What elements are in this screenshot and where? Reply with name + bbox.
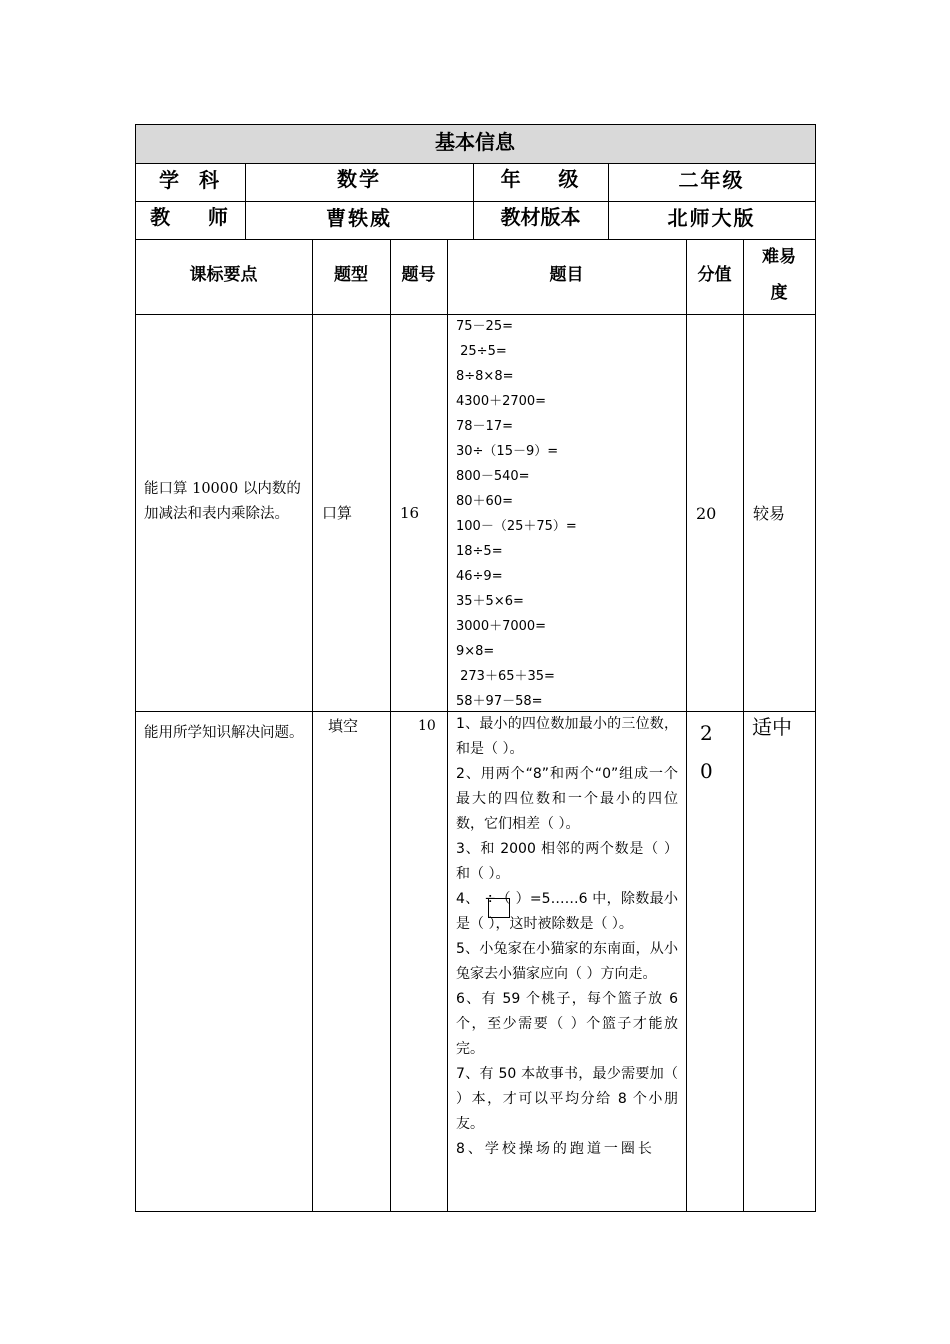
list-item: 6、有 59 个桃子，每个篮子放 6 个，至少需要（ ）个篮子才能放完。: [456, 991, 678, 1057]
list-item: 30÷（15－9）=: [456, 444, 559, 459]
edition-label: 教材版本: [500, 204, 581, 229]
list-item: 273＋65＋35=: [456, 669, 555, 684]
list-item: 58＋97－58=: [456, 694, 543, 709]
difficulty-line-1: 难易: [762, 247, 796, 267]
list-item: 35＋5×6=: [456, 594, 524, 609]
list-item: 9×8=: [456, 644, 495, 659]
list-item: 1、最小的四位数加最小的三位数，和是（ ）。: [456, 716, 678, 757]
grid-line: [686, 239, 687, 1212]
grid-line: [135, 1211, 816, 1212]
score-digit: 0: [700, 759, 713, 783]
list-item: 4300＋2700=: [456, 394, 547, 409]
column-header-count: 题号: [401, 264, 436, 285]
list-item: 800－540=: [456, 469, 530, 484]
grade-value: 二年级: [678, 167, 745, 192]
list-item: 3000＋7000=: [456, 619, 547, 634]
row1-score: 20: [696, 504, 717, 523]
teacher-label: 教 师: [150, 204, 230, 229]
row1-count: 16: [400, 504, 420, 522]
grid-line: [815, 124, 816, 1212]
row2-difficulty: 适中: [752, 715, 792, 739]
edition-value: 北师大版: [667, 205, 756, 230]
row1-type: 口算: [322, 504, 353, 522]
list-item: 3、和 2000 相邻的两个数是（ ）和（ ）。: [456, 841, 678, 882]
score-digit: 2: [700, 721, 713, 745]
row1-difficulty: 较易: [753, 504, 786, 523]
page-title: 基本信息: [435, 129, 515, 154]
list-item: 100－（25＋75）=: [456, 519, 577, 534]
row1-question-list: [456, 314, 684, 714]
row2-score: [700, 714, 730, 790]
list-item: 25÷5=: [456, 344, 507, 359]
difficulty-line-2: 度: [770, 283, 788, 303]
list-item: 18÷5=: [456, 544, 503, 559]
list-item: 80＋60=: [456, 494, 513, 509]
row1-standard: 能口算 10000 以内数的加减法和表内乘除法。: [144, 481, 301, 522]
row2-standard: 能用所学知识解决问题。: [144, 725, 304, 741]
list-item: 8÷8×8=: [456, 369, 514, 384]
grid-line: [447, 239, 448, 1212]
column-header-score: 分值: [697, 264, 732, 285]
row2-count: 10: [418, 718, 436, 734]
list-item: 78－17=: [456, 419, 513, 434]
teacher-value: 曹轶威: [326, 205, 392, 230]
grid-line: [390, 239, 391, 1212]
grade-label: 年 级: [500, 166, 581, 191]
list-item: 8、学校操场的跑道一圈长: [456, 1141, 655, 1157]
row2-question-list: [456, 712, 678, 1210]
column-header-type: 题型: [334, 264, 368, 285]
list-item: 4、 ÷（ ）=5……6 中，除数最小是（ ），这时被除数是（ ）。: [456, 891, 678, 932]
column-header-standard: 课标要点: [189, 264, 258, 285]
column-header-difficulty: [743, 239, 815, 314]
subject-value: 数学: [337, 166, 381, 191]
list-item: 5、小兔家在小猫家的东南面，从小兔家去小猫家应向（ ）方向走。: [456, 941, 678, 982]
list-item: 2、用两个“8”和两个“0”组成一个最大的四位数和一个最小的四位数，它们相差（ ）。: [456, 766, 678, 832]
subject-label: 学 科: [159, 167, 221, 192]
grid-line: [743, 239, 744, 1212]
row2-type: 填空: [328, 717, 359, 735]
list-item: 46÷9=: [456, 569, 503, 584]
grid-line: [312, 239, 313, 1212]
blank-box-icon: [488, 898, 510, 918]
list-item: 75－25=: [456, 319, 513, 334]
list-item: 7、有 50 本故事书，最少需要加（ ）本，才可以平均分给 8 个小朋友。: [456, 1066, 678, 1132]
column-header-question: 题目: [549, 264, 584, 285]
